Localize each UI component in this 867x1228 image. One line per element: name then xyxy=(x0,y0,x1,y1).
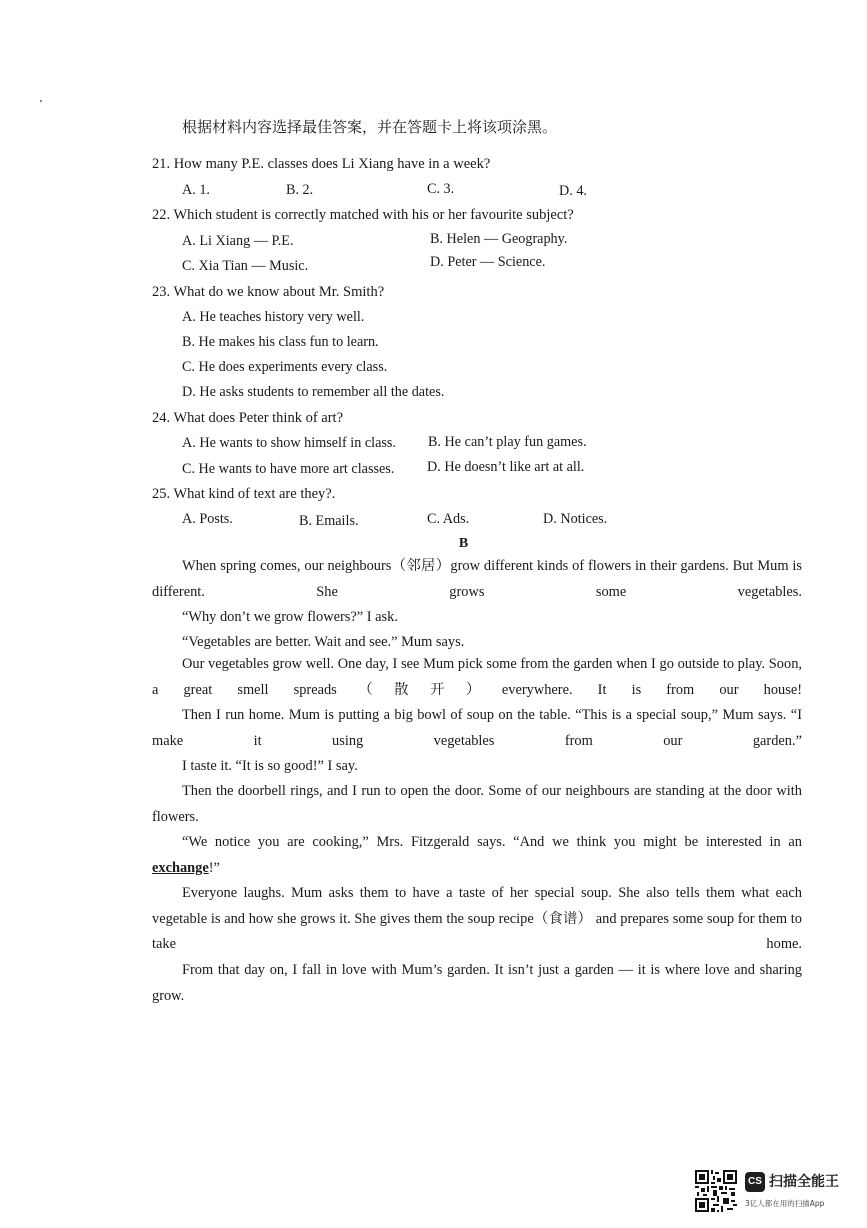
option-21-c: C. 3. xyxy=(427,181,455,197)
option-24-a: A. He wants to show himself in class. xyxy=(182,435,396,451)
option-24-d: D. He doesn’t like art at all. xyxy=(427,459,585,475)
section-b-label: B xyxy=(458,536,469,551)
question-24 xyxy=(152,409,343,427)
passage-paragraph: When spring comes, our neighbours（邻居）grow different kinds of flowers in their gardens. But Mum is different. She grows some vegetables. xyxy=(152,558,802,600)
question-22 xyxy=(152,206,574,224)
question-23 xyxy=(152,283,384,301)
option-25-b: B. Emails. xyxy=(299,513,359,529)
passage-paragraph: I taste it. “It is so good!” I say. xyxy=(182,758,358,774)
question-number: 23. xyxy=(152,284,171,300)
option-24-b: B. He can’t play fun games. xyxy=(428,434,587,450)
passage-paragraph: “Vegetables are better. Wait and see.” Mum says. xyxy=(182,634,465,650)
option-22-b: B. Helen — Geography. xyxy=(430,231,568,247)
passage-paragraph: From that day on, I fall in love with Mum’s garden. It isn’t just a garden — it is where love and sharing grow. xyxy=(152,962,802,1004)
option-23-c: C. He does experiments every class. xyxy=(182,359,388,375)
qr-code-icon xyxy=(695,1170,737,1212)
option-21-d: D. 4. xyxy=(559,183,587,199)
question-text: How many P.E. classes does Li Xiang have in a week? xyxy=(173,156,491,172)
option-21-a: A. 1. xyxy=(182,182,210,198)
passage-paragraph: Everyone laughs. Mum asks them to have a taste of her special soup. She also tells them what each vegetable is and how she grows it. She gives them the soup recipe（食谱） and prepares some soup for them to take home. xyxy=(152,885,802,952)
question-21 xyxy=(152,155,490,173)
option-23-d: D. He asks students to remember all the dates. xyxy=(182,384,445,400)
question-text: What does Peter think of art? xyxy=(173,410,344,426)
passage-paragraph: “Why don’t we grow flowers?” I ask. xyxy=(182,609,398,625)
question-text: Which student is correctly matched with his or her favourite subject? xyxy=(173,207,574,223)
passage-paragraph: Then I run home. Mum is putting a big bowl of soup on the table. “This is a special soup,” Mum says. “I make it using vegetables from our garden.” xyxy=(152,707,802,749)
question-text: What kind of text are they?. xyxy=(173,486,336,502)
option-23-a: A. He teaches history very well. xyxy=(182,309,365,325)
question-25 xyxy=(152,485,335,503)
question-number: 22. xyxy=(152,207,171,223)
brand-tagline: 3亿人都在用的扫描App xyxy=(745,1199,825,1208)
option-21-b: B. 2. xyxy=(286,182,314,198)
passage-paragraph: Our vegetables grow well. One day, I see Mum pick some from the garden when I go outside to play. Soon, a great smell spreads（散开）everywhere. It is from our house! xyxy=(152,656,802,698)
option-25-a: A. Posts. xyxy=(182,511,233,527)
option-25-d: D. Notices. xyxy=(543,511,608,527)
instruction: 根据材料内容选择最佳答案，并在答题卡上将该项涂黑。 xyxy=(182,120,558,136)
camscanner-logo: CS xyxy=(745,1172,765,1192)
option-24-c: C. He wants to have more art classes. xyxy=(182,461,395,477)
passage-paragraph: “We notice you are cooking,” Mrs. Fitzgerald says. “And we think you might be interested in an exchange!” xyxy=(152,834,802,876)
option-25-c: C. Ads. xyxy=(427,511,470,527)
option-22-d: D. Peter — Science. xyxy=(430,254,546,270)
option-23-b: B. He makes his class fun to learn. xyxy=(182,334,379,350)
option-22-c: C. Xia Tian — Music. xyxy=(182,258,309,274)
scan-speck xyxy=(40,100,42,102)
question-number: 21. xyxy=(152,156,171,172)
option-22-a: A. Li Xiang — P.E. xyxy=(182,233,294,249)
scanner-watermark xyxy=(695,1170,855,1215)
underlined-word: exchange xyxy=(152,859,209,876)
brand-name: 扫描全能王 xyxy=(769,1174,839,1190)
question-number: 24. xyxy=(152,410,171,426)
passage-paragraph: Then the doorbell rings, and I run to open the door. Some of our neighbours are standing at the door with flowers. xyxy=(152,783,802,825)
question-text: What do we know about Mr. Smith? xyxy=(173,284,385,300)
question-number: 25. xyxy=(152,486,171,502)
